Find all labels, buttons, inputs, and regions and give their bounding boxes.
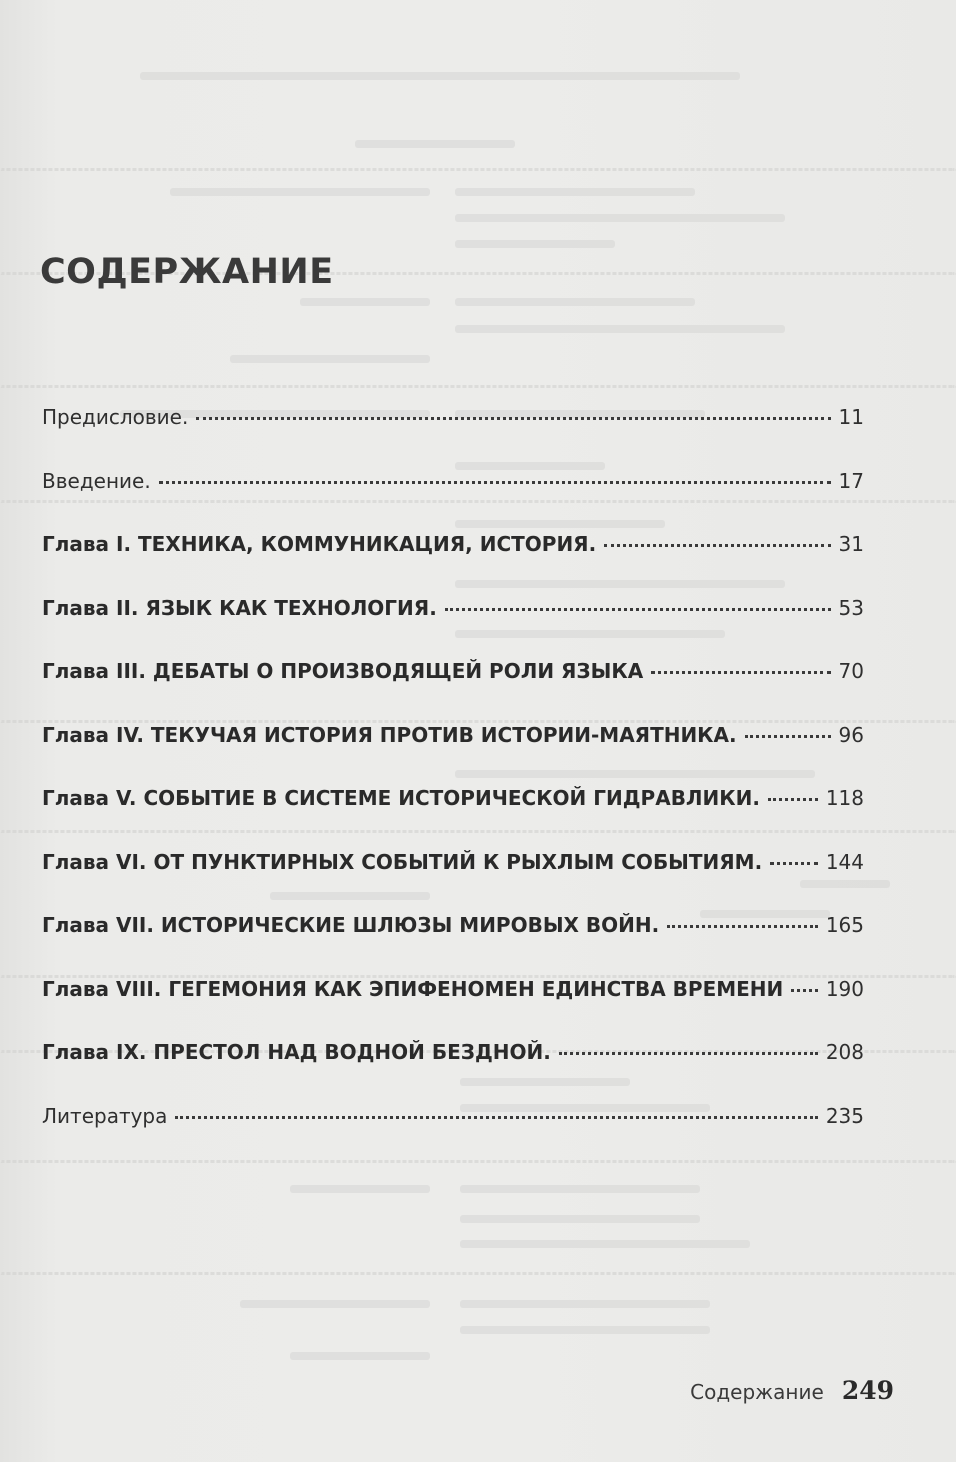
show-through-text [170, 188, 430, 196]
show-through-rule [0, 1272, 956, 1275]
dot-leader [175, 1116, 817, 1119]
toc-entry-title: Глава VI. ОТ ПУНКТИРНЫХ СОБЫТИЙ К РЫХЛЫМ СОБЫТИЯМ. [42, 849, 763, 874]
dot-leader [770, 862, 818, 865]
toc-entry [42, 1040, 864, 1104]
toc-entry [42, 1104, 864, 1168]
show-through-text [460, 1326, 710, 1334]
show-through-text [140, 72, 740, 80]
toc-entry-title: Литература [42, 1103, 168, 1128]
toc-entry-page: 70 [838, 659, 864, 683]
dot-leader [768, 798, 818, 801]
toc-entry-title: Введение. [42, 468, 151, 493]
toc-entry-title: Глава VIII. ГЕГЕМОНИЯ КАК ЭПИФЕНОМЕН ЕДИНСТВА ВРЕМЕНИ [42, 976, 784, 1001]
toc-entry-page: 118 [825, 786, 864, 810]
toc-entry [42, 659, 864, 723]
running-footer [690, 1376, 894, 1405]
dot-leader [196, 417, 830, 420]
dot-leader [651, 671, 830, 674]
toc-entry-page: 165 [825, 913, 864, 937]
show-through-text [355, 140, 515, 148]
toc-entry-title: Предисловие. [42, 405, 189, 429]
toc-entry-title: Глава IX. ПРЕСТОЛ НАД ВОДНОЙ БЕЗДНОЙ. [42, 1040, 551, 1064]
toc-entry-page: 144 [825, 849, 864, 874]
show-through-text [460, 1185, 700, 1193]
show-through-text [460, 1215, 700, 1223]
toc-entry-page: 208 [825, 1040, 864, 1064]
show-through-text [230, 355, 430, 363]
toc-entry-title: Глава I. ТЕХНИКА, КОММУНИКАЦИЯ, ИСТОРИЯ. [42, 532, 597, 556]
toc-entry [42, 596, 864, 660]
toc-entry [42, 405, 864, 469]
show-through-text [240, 1300, 430, 1308]
toc-entry-page: 190 [825, 976, 864, 1001]
toc-entry-page: 11 [838, 405, 864, 429]
show-through-text [455, 298, 695, 306]
page-number: 249 [841, 1376, 894, 1405]
dot-leader [791, 989, 818, 992]
toc-entry-title: Глава V. СОБЫТИЕ В СИСТЕМЕ ИСТОРИЧЕСКОЙ ГИДРАВЛИКИ. [42, 786, 760, 810]
show-through-text [455, 214, 785, 222]
show-through-text [300, 298, 430, 306]
toc-entry [42, 913, 864, 977]
toc-entry-title: Глава III. ДЕБАТЫ О ПРОИЗВОДЯЩЕЙ РОЛИ ЯЗЫКА [42, 659, 644, 683]
show-through-text [455, 240, 615, 248]
show-through-text [290, 1185, 430, 1193]
toc-entry-page: 96 [838, 722, 864, 747]
toc-entry [42, 723, 864, 787]
toc-entry-title: Глава IV. ТЕКУЧАЯ ИСТОРИЯ ПРОТИВ ИСТОРИИ-МАЯТНИКА. [42, 722, 737, 747]
show-through-text [455, 325, 785, 333]
show-through-text [455, 188, 695, 196]
footer-section-label: Содержание [690, 1380, 824, 1404]
show-through-rule [0, 168, 956, 171]
toc-entry [42, 469, 864, 533]
toc-entry-title: Глава II. ЯЗЫК КАК ТЕХНОЛОГИЯ. [42, 595, 437, 620]
show-through-text [460, 1240, 750, 1248]
toc-entry-title: Глава VII. ИСТОРИЧЕСКИЕ ШЛЮЗЫ МИРОВЫХ ВОЙН. [42, 913, 660, 937]
dot-leader [667, 925, 818, 928]
dot-leader [604, 544, 830, 547]
page-title: СОДЕРЖАНИЕ [40, 252, 334, 292]
show-through-rule [0, 385, 956, 388]
dot-leader [559, 1052, 818, 1055]
toc-entry [42, 786, 864, 850]
toc-entry-page: 17 [838, 468, 864, 493]
show-through-text [290, 1352, 430, 1360]
toc-entry [42, 977, 864, 1041]
dot-leader [445, 608, 831, 611]
dot-leader [159, 481, 831, 484]
table-of-contents [42, 405, 864, 1167]
toc-entry-page: 53 [838, 595, 864, 620]
toc-entry-page: 31 [838, 532, 864, 556]
toc-entry [42, 850, 864, 914]
show-through-text [460, 1300, 710, 1308]
toc-entry-page: 235 [825, 1103, 864, 1128]
toc-entry [42, 532, 864, 596]
dot-leader [745, 735, 831, 738]
